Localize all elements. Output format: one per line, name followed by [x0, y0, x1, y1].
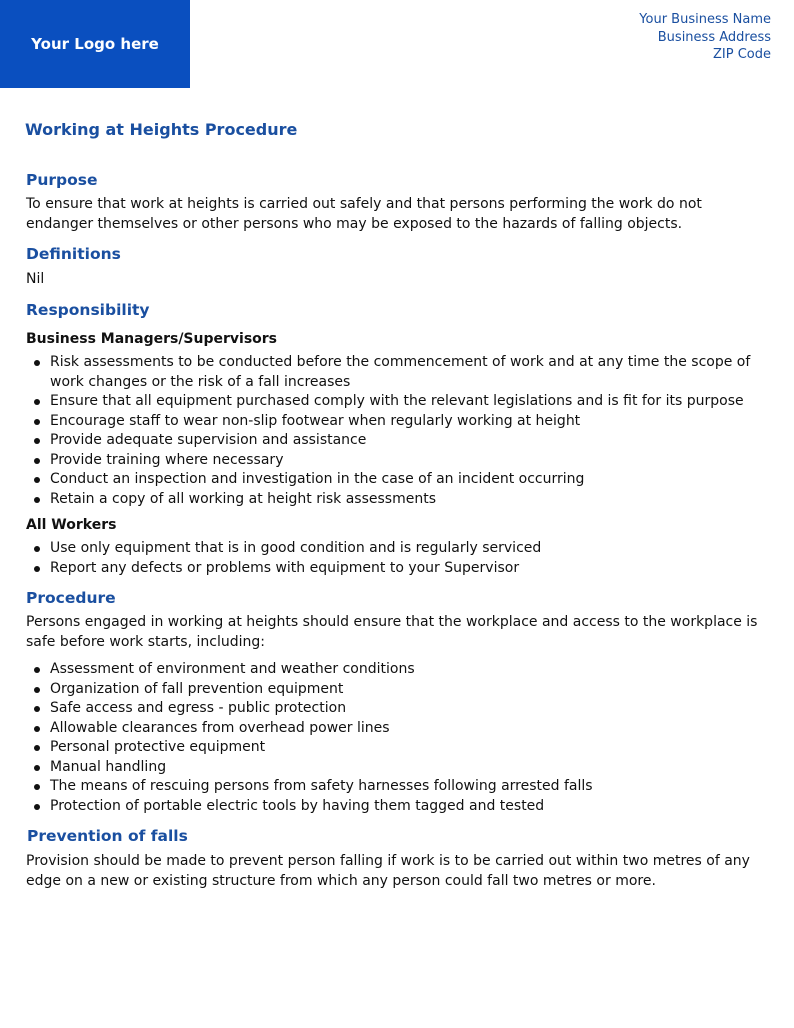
- purpose-heading: Purpose: [26, 171, 98, 189]
- list-item: Personal protective equipment: [50, 738, 765, 758]
- list-item: Report any defects or problems with equipment to your Supervisor: [50, 559, 765, 579]
- business-address: Business Address: [657, 29, 771, 45]
- list-item: Ensure that all equipment purchased comply with the relevant legislations and is fit for its purpose: [50, 392, 765, 412]
- procedure-list: [50, 660, 765, 816]
- responsibility-heading: Responsibility: [26, 301, 150, 319]
- list-item: Provide adequate supervision and assistance: [50, 431, 765, 451]
- definitions-text: Nil: [26, 271, 45, 287]
- list-item: Manual handling: [50, 758, 765, 778]
- list-item: Use only equipment that is in good condition and is regularly serviced: [50, 539, 765, 559]
- procedure-heading: Procedure: [26, 589, 116, 607]
- zip-code: ZIP Code: [713, 47, 771, 62]
- list-item: Organization of fall prevention equipment: [50, 680, 765, 700]
- list-item: Allowable clearances from overhead power lines: [50, 719, 765, 739]
- business-info: [639, 11, 771, 64]
- managers-heading: Business Managers/Supervisors: [26, 331, 278, 347]
- definitions-heading: Definitions: [26, 245, 121, 263]
- list-item: The means of rescuing persons from safety harnesses following arrested falls: [50, 777, 765, 797]
- list-item: Risk assessments to be conducted before the commencement of work and at any time the scope of work changes or the risk of a fall increases: [50, 353, 765, 392]
- prevention-text: Provision should be made to prevent person falling if work is to be carried out within two metres of any edge on a new or existing structure from which any person could fall two metres or more.: [26, 853, 750, 889]
- business-name: Your Business Name: [639, 12, 771, 27]
- logo-placeholder: Your Logo here: [0, 0, 190, 88]
- procedure-text: Persons engaged in working at heights should ensure that the workplace and access to the workplace is safe before work starts, including:: [26, 614, 758, 650]
- managers-list: [50, 353, 765, 509]
- list-item: Safe access and egress - public protection: [50, 699, 765, 719]
- list-item: Encourage staff to wear non-slip footwear when regularly working at height: [50, 412, 765, 432]
- list-item: Protection of portable electric tools by having them tagged and tested: [50, 797, 765, 817]
- workers-heading: All Workers: [26, 517, 117, 533]
- workers-list: [50, 539, 765, 578]
- list-item: Provide training where necessary: [50, 451, 765, 471]
- list-item: Retain a copy of all working at height risk assessments: [50, 490, 765, 510]
- list-item: Assessment of environment and weather conditions: [50, 660, 765, 680]
- prevention-heading: Prevention of falls: [27, 827, 188, 845]
- document-title: Working at Heights Procedure: [25, 120, 298, 139]
- purpose-text: To ensure that work at heights is carried out safely and that persons performing the work do not endanger themselves or other persons who may be exposed to the hazards of falling objects.: [26, 196, 702, 232]
- list-item: Conduct an inspection and investigation in the case of an incident occurring: [50, 470, 765, 490]
